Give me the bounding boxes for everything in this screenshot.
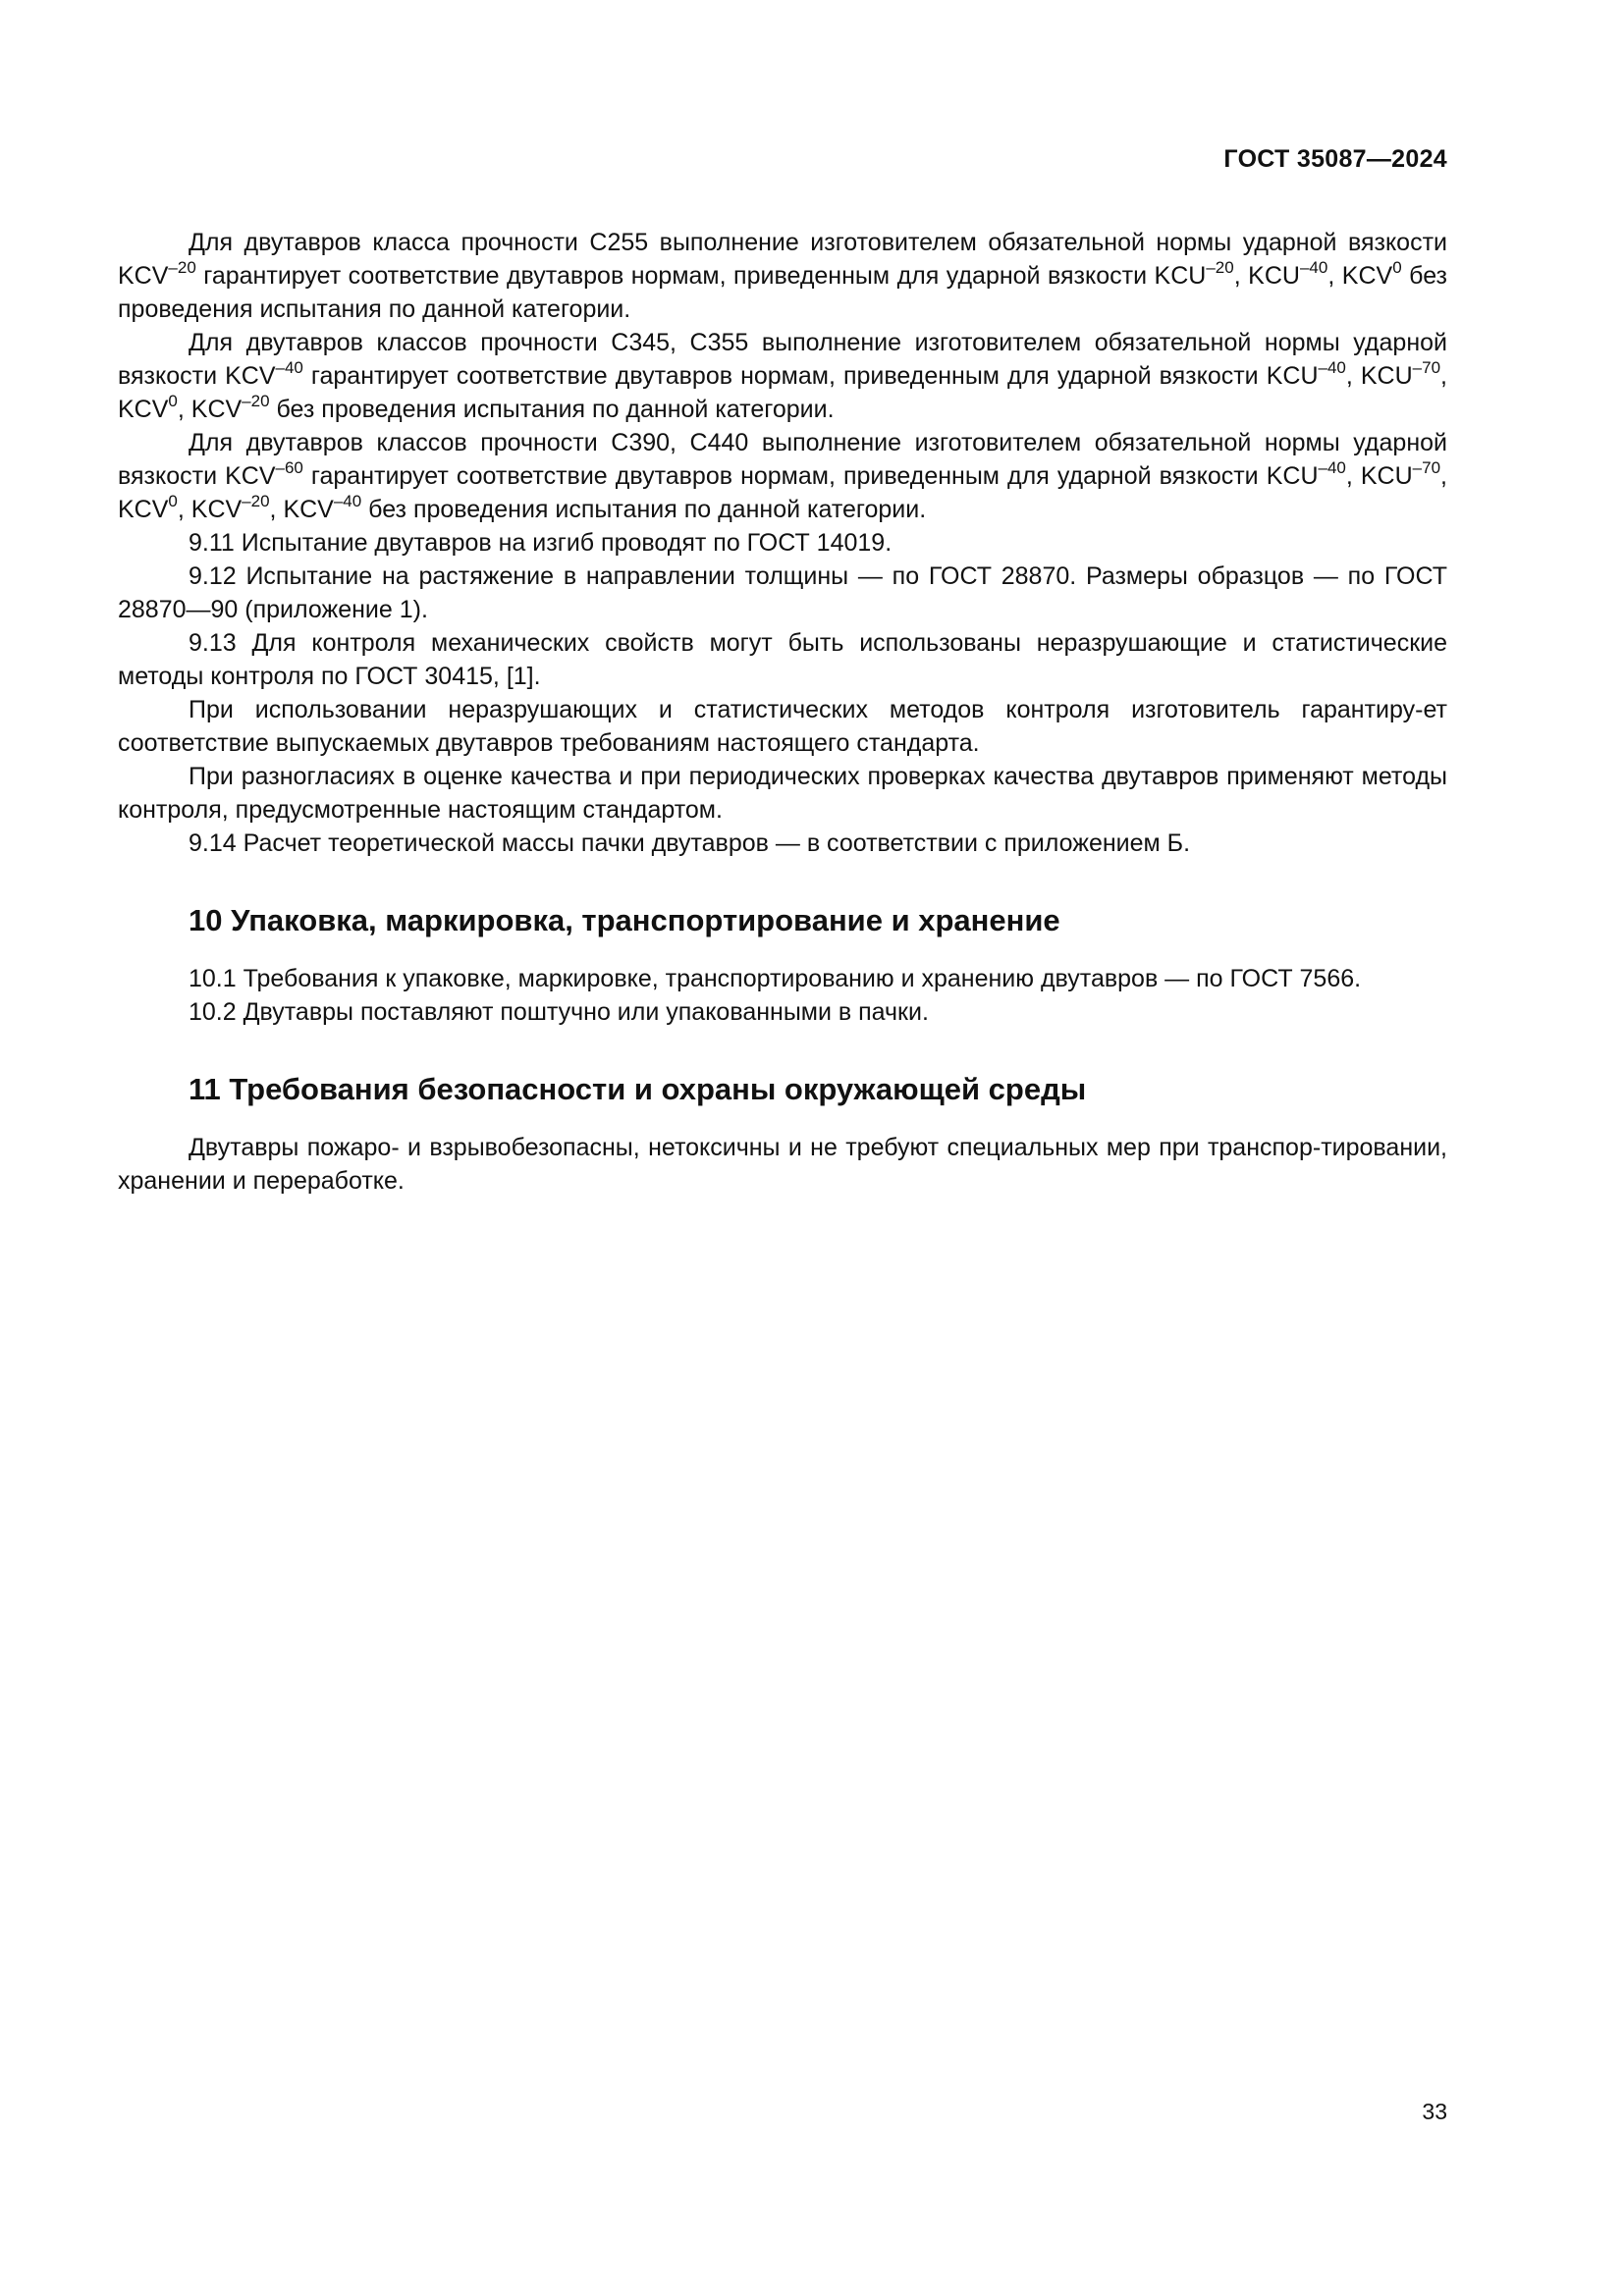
paragraph-1: [118, 326, 1447, 426]
document-id-header: ГОСТ 35087—2024: [1223, 145, 1447, 173]
page-number: 33: [1422, 2099, 1447, 2124]
text-run: Для двутавров классов прочности С345, С355 выполнение изготовителем обязательной нормы ударной вязкости KCV: [118, 329, 1447, 390]
text-run: , KCU: [1345, 362, 1413, 390]
paragraph-3: [118, 526, 1447, 560]
text-run: , KCV: [118, 462, 1447, 523]
paragraph-11-1: Двутавры пожаро- и взрывобезопасны, нетоксичны и не требуют специальных мер при транспор-тировании, хранении и переработке.: [118, 1134, 1447, 1195]
text-run: , KCU: [1345, 462, 1413, 490]
superscript-temperature: 0: [168, 491, 178, 510]
text-run: без проведения испытания по данной категории.: [118, 262, 1448, 323]
page-content: [118, 226, 1447, 1198]
superscript-temperature: 0: [168, 391, 178, 410]
text-run: , KCV: [118, 362, 1447, 423]
superscript-temperature: –40: [1318, 357, 1346, 377]
superscript-temperature: –70: [1412, 457, 1441, 477]
superscript-temperature: –70: [1412, 357, 1441, 377]
paragraph-4: [118, 560, 1447, 626]
superscript-temperature: –20: [242, 491, 270, 510]
text-run: Для двутавров классов прочности С390, С440 выполнение изготовителем обязательной нормы ударной вязкости KCV: [118, 429, 1447, 490]
text-run: 9.12 Испытание на растяжение в направлении толщины — по ГОСТ 28870. Размеры образцов — по ГОСТ 28870—90 (приложение 1).: [118, 562, 1447, 623]
text-run: , KCV: [269, 496, 334, 523]
text-run: 9.13 Для контроля механических свойств могут быть использованы неразрушающие и статистические методы контроля по ГОСТ 30415, [1].: [118, 629, 1447, 690]
text-run: без проведения испытания по данной категории.: [269, 396, 835, 423]
superscript-temperature: –40: [1318, 457, 1346, 477]
paragraph-5: [118, 626, 1447, 693]
superscript-temperature: –20: [168, 257, 196, 277]
paragraph-8: [118, 827, 1447, 860]
superscript-temperature: –20: [242, 391, 270, 410]
text-run: гарантирует соответствие двутавров нормам, приведенным для ударной вязкости KCU: [302, 462, 1319, 490]
text-run: гарантирует соответствие двутавров нормам, приведенным для ударной вязкости KCU: [195, 262, 1207, 290]
text-run: , KCU: [1233, 262, 1300, 290]
paragraph-7: [118, 760, 1447, 827]
text-run: Для двутавров класса прочности С255 выполнение изготовителем обязательной нормы ударной вязкости KCV: [118, 229, 1447, 290]
section-11-heading: 11 Требования безопасности и охраны окружающей среды: [189, 1072, 1087, 1106]
superscript-temperature: –40: [275, 357, 303, 377]
text-run: При разногласиях в оценке качества и при периодических проверках качества двутавров применяют методы контроля, предусмотренные настоящим стандартом.: [118, 763, 1447, 824]
superscript-temperature: –20: [1206, 257, 1234, 277]
paragraph-10-1: 10.1 Требования к упаковке, маркировке, транспортированию и хранению двутавров — по ГОСТ 7566.: [189, 965, 1362, 992]
superscript-temperature: 0: [1392, 257, 1402, 277]
paragraph-10-2: 10.2 Двутавры поставляют поштучно или упакованными в пачки.: [189, 998, 929, 1026]
section-10-heading: 10 Упаковка, маркировка, транспортирование и хранение: [189, 903, 1060, 937]
superscript-temperature: –40: [1299, 257, 1328, 277]
paragraph-2: [118, 426, 1447, 526]
paragraph-0: [118, 226, 1447, 326]
superscript-temperature: –40: [333, 491, 362, 510]
text-run: , KCV: [177, 496, 243, 523]
text-run: 9.11 Испытание двутавров на изгиб проводят по ГОСТ 14019.: [189, 529, 893, 557]
superscript-temperature: –60: [275, 457, 303, 477]
text-run: При использовании неразрушающих и статистических методов контроля изготовитель гарантиру-ет соответствие выпускаемых двутавров требованиям настоящего стандарта.: [118, 696, 1447, 757]
text-run: , KCV: [1327, 262, 1393, 290]
text-run: гарантирует соответствие двутавров нормам, приведенным для ударной вязкости KCU: [302, 362, 1319, 390]
paragraph-6: [118, 693, 1447, 760]
text-run: , KCV: [177, 396, 243, 423]
text-run: без проведения испытания по данной категории.: [361, 496, 927, 523]
section-9-continuation: [118, 226, 1447, 860]
text-run: 9.14 Расчет теоретической массы пачки двутавров — в соответствии с приложением Б.: [189, 829, 1191, 857]
